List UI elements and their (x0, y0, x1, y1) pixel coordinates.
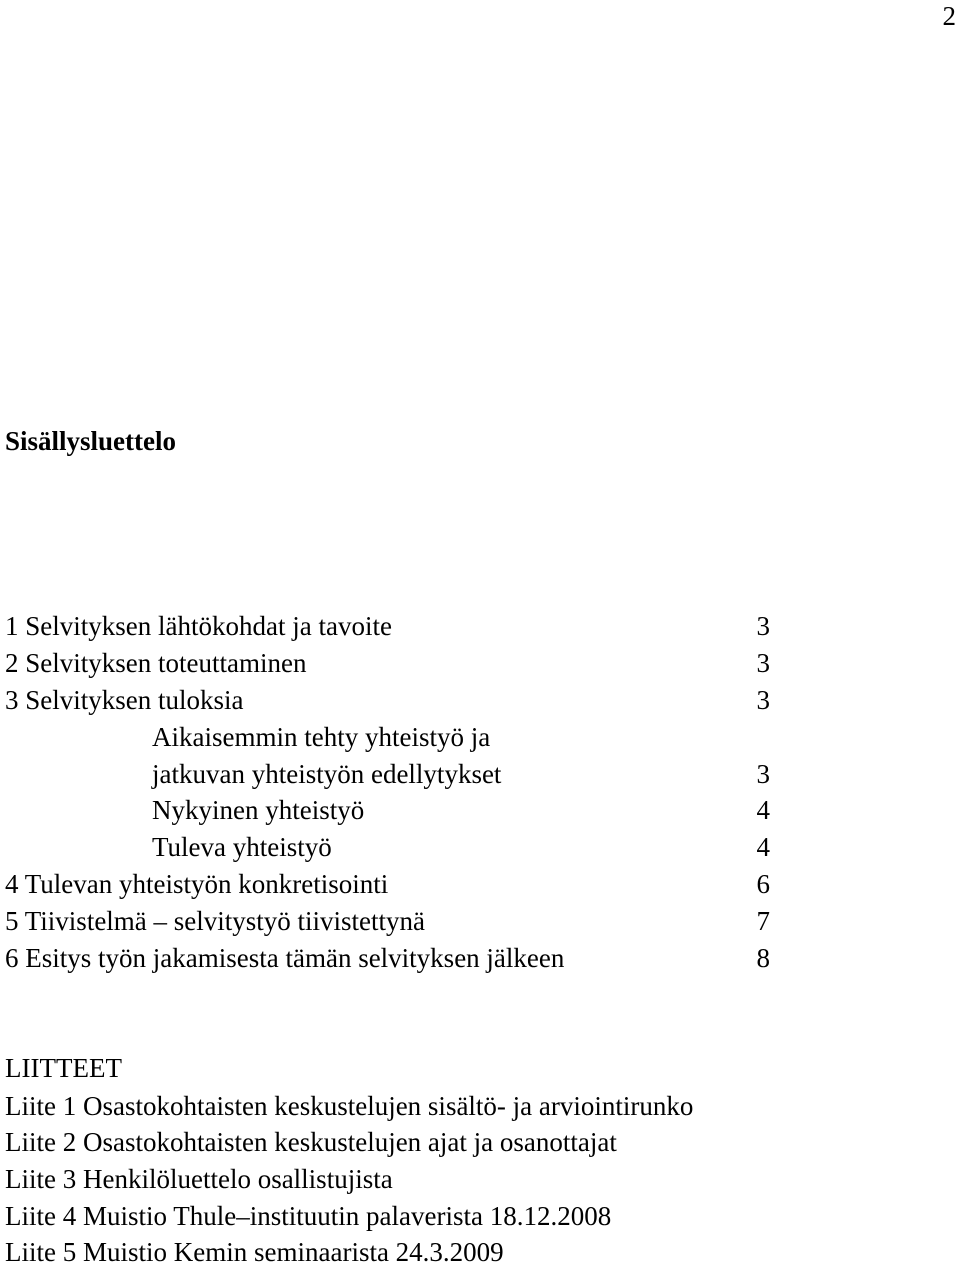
appendix-item: Liite 4 Muistio Thule–instituutin palaverista 18.12.2008 (5, 1201, 612, 1231)
appendix-item: Liite 5 Muistio Kemin seminaarista 24.3.2009 (5, 1237, 504, 1267)
toc-page: 7 (756, 906, 770, 936)
toc-row (5, 940, 770, 977)
toc-page: 3 (756, 759, 770, 789)
toc-page: 8 (756, 943, 770, 973)
toc-page: 3 (756, 611, 770, 641)
toc-label: 1 Selvityksen lähtökohdat ja tavoite (5, 611, 392, 641)
page-title: Sisällysluettelo (5, 426, 177, 456)
toc-row (5, 682, 770, 719)
toc-row (5, 792, 770, 829)
toc-label: 2 Selvityksen toteuttaminen (5, 648, 307, 678)
toc-page: 4 (756, 795, 770, 825)
toc-row (5, 903, 770, 940)
appendices-heading: LIITTEET (5, 1053, 122, 1083)
toc-page: 4 (756, 832, 770, 862)
toc-label: 3 Selvityksen tuloksia (5, 685, 244, 715)
toc-label: Tuleva yhteistyö (152, 832, 332, 862)
toc-label: Aikaisemmin tehty yhteistyö ja (152, 722, 491, 752)
toc-label: jatkuvan yhteistyön edellytykset (152, 759, 502, 789)
toc-label: 5 Tiivistelmä – selvitystyö tiivistettynä (5, 906, 426, 936)
appendix-item: Liite 3 Henkilöluettelo osallistujista (5, 1164, 393, 1194)
appendix-item: Liite 2 Osastokohtaisten keskustelujen ajat ja osanottajat (5, 1127, 617, 1157)
toc-page: 3 (756, 685, 770, 715)
toc-row (5, 829, 770, 866)
toc-label: 4 Tulevan yhteistyön konkretisointi (5, 869, 389, 899)
toc-row (5, 608, 770, 645)
toc-row (5, 719, 770, 756)
appendix-item: Liite 1 Osastokohtaisten keskustelujen sisältö- ja arviointirunko (5, 1091, 694, 1121)
toc-row (5, 866, 770, 903)
toc-label: 6 Esitys työn jakamisesta tämän selvityksen jälkeen (5, 943, 565, 973)
toc-page: 3 (756, 648, 770, 678)
toc-label: Nykyinen yhteistyö (152, 795, 365, 825)
page-number: 2 (942, 1, 956, 31)
toc-row (5, 756, 770, 793)
toc-page: 6 (756, 869, 770, 899)
toc-row (5, 645, 770, 682)
